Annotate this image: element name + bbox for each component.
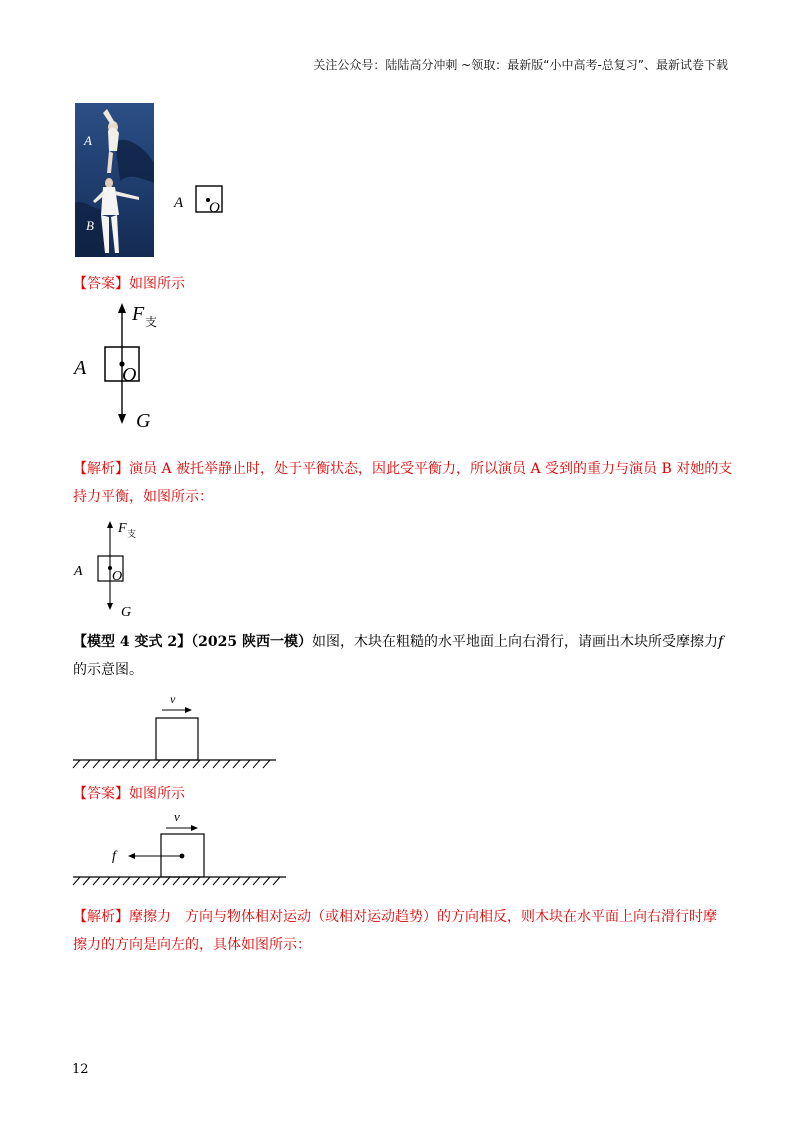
- hatch-line: [173, 760, 180, 768]
- box-figure-1: [165, 180, 235, 225]
- hatch-line: [253, 877, 260, 885]
- support-arrowhead: [118, 303, 126, 313]
- hatch-line: [213, 877, 220, 885]
- friction-figure: [70, 808, 290, 890]
- hatch-line: [183, 877, 190, 885]
- ground-hatching: [73, 760, 270, 768]
- analysis-1: [73, 455, 733, 511]
- hatch-line: [223, 760, 230, 768]
- hatch-line: [123, 877, 130, 885]
- ballet-photo-image: [75, 103, 154, 257]
- hatch-line: [103, 760, 110, 768]
- support-force-label: F: [132, 303, 145, 325]
- friction-label: f: [112, 849, 116, 864]
- question-2-symbol-f: f: [717, 634, 724, 650]
- support-force-label: F: [118, 521, 127, 536]
- page-number: 12: [72, 1062, 89, 1077]
- hatch-line: [113, 760, 120, 768]
- answer-2-text: 如图所示: [129, 786, 185, 802]
- answer-2: [73, 780, 185, 808]
- hatch-line: [223, 877, 230, 885]
- answer-1-text: 如图所示: [129, 276, 185, 292]
- hatch-line: [143, 877, 150, 885]
- hatch-line: [163, 877, 170, 885]
- hatch-line: [193, 877, 200, 885]
- analysis-2-tag: 【解析】: [73, 909, 129, 925]
- hatch-line: [173, 877, 180, 885]
- hatch-line: [243, 877, 250, 885]
- point-label-o: O: [122, 364, 137, 386]
- force-diagram-large: [70, 300, 180, 435]
- velocity-label: v: [174, 809, 180, 824]
- gravity-label: G: [136, 410, 151, 432]
- support-force-sub: 支: [127, 529, 137, 539]
- photo-label-a: A: [84, 133, 92, 148]
- question-2-text-line2: 的示意图。: [73, 662, 143, 678]
- hatch-line: [203, 760, 210, 768]
- velocity-arrowhead: [185, 707, 192, 713]
- hatch-line: [113, 877, 120, 885]
- question-2-tag: 【模型 4 变式 2】: [73, 634, 192, 650]
- block-figure: [70, 690, 280, 772]
- analysis-1-tag: 【解析】: [73, 461, 129, 477]
- analysis-2-line1: 摩擦力 方向与物体相对运动（或相对运动趋势）的方向相反，则木块在水平面上向右滑行时摩: [129, 909, 717, 925]
- hatch-line: [213, 760, 220, 768]
- answer-1-tag: 【答案】: [73, 276, 129, 292]
- point-label-o: O: [112, 569, 123, 584]
- analysis-1-line2: 持力平衡，如图所示：: [73, 489, 213, 505]
- hatch-line: [193, 760, 200, 768]
- support-arrowhead: [107, 521, 113, 528]
- hatch-line: [73, 877, 80, 885]
- hatch-line: [233, 760, 240, 768]
- ground-hatching: [73, 877, 280, 885]
- ballet-photo: [75, 103, 154, 257]
- hatch-line: [123, 760, 130, 768]
- hatch-line: [93, 760, 100, 768]
- hatch-line: [133, 760, 140, 768]
- friction-arrowhead: [128, 853, 135, 859]
- question-2: [73, 628, 733, 684]
- hatch-line: [83, 760, 90, 768]
- velocity-arrowhead: [191, 825, 198, 831]
- hatch-line: [133, 877, 140, 885]
- page-header: 关注公众号：陆陆高分冲刺 ~领取：最新版“小中高考-总复习”、最新试卷下载: [313, 58, 728, 72]
- answer-2-tag: 【答案】: [73, 786, 129, 802]
- hatch-line: [153, 877, 160, 885]
- gravity-arrowhead: [118, 414, 126, 424]
- hatch-line: [233, 877, 240, 885]
- hatch-line: [153, 760, 160, 768]
- hatch-line: [73, 760, 80, 768]
- question-2-text: 如图，木块在粗糙的水平地面上向右滑行，请画出木块所受摩擦力: [311, 634, 718, 650]
- hatch-line: [163, 760, 170, 768]
- wood-block: [156, 718, 198, 760]
- support-force-sub: 支: [145, 315, 158, 329]
- hatch-line: [203, 877, 210, 885]
- gravity-arrowhead: [107, 603, 113, 610]
- hatch-line: [263, 760, 270, 768]
- answer-1: [73, 270, 185, 298]
- analysis-2: [73, 903, 733, 959]
- hatch-line: [243, 760, 250, 768]
- force-diagram-small: [70, 518, 160, 622]
- hatch-line: [83, 877, 90, 885]
- hatch-line: [93, 877, 100, 885]
- photo-label-b: B: [86, 218, 94, 233]
- box-label-a: A: [74, 357, 87, 379]
- point-label-o: O: [209, 200, 220, 216]
- gravity-label: G: [121, 605, 132, 620]
- hatch-line: [183, 760, 190, 768]
- box-label-a: A: [174, 195, 184, 211]
- hatch-line: [263, 877, 270, 885]
- question-2-source: （2025 陕西一模）: [191, 634, 312, 650]
- hatch-line: [253, 760, 260, 768]
- analysis-2-line2: 擦力的方向是向左的，具体如图所示：: [73, 937, 311, 953]
- box-label-a: A: [74, 564, 83, 579]
- velocity-label: v: [170, 692, 176, 706]
- hatch-line: [273, 877, 280, 885]
- hatch-line: [143, 760, 150, 768]
- hatch-line: [103, 877, 110, 885]
- analysis-1-line1: 演员 A 被托举静止时，处于平衡状态，因此受平衡力，所以演员 A 受到的重力与演员 B 对她的支: [129, 461, 733, 477]
